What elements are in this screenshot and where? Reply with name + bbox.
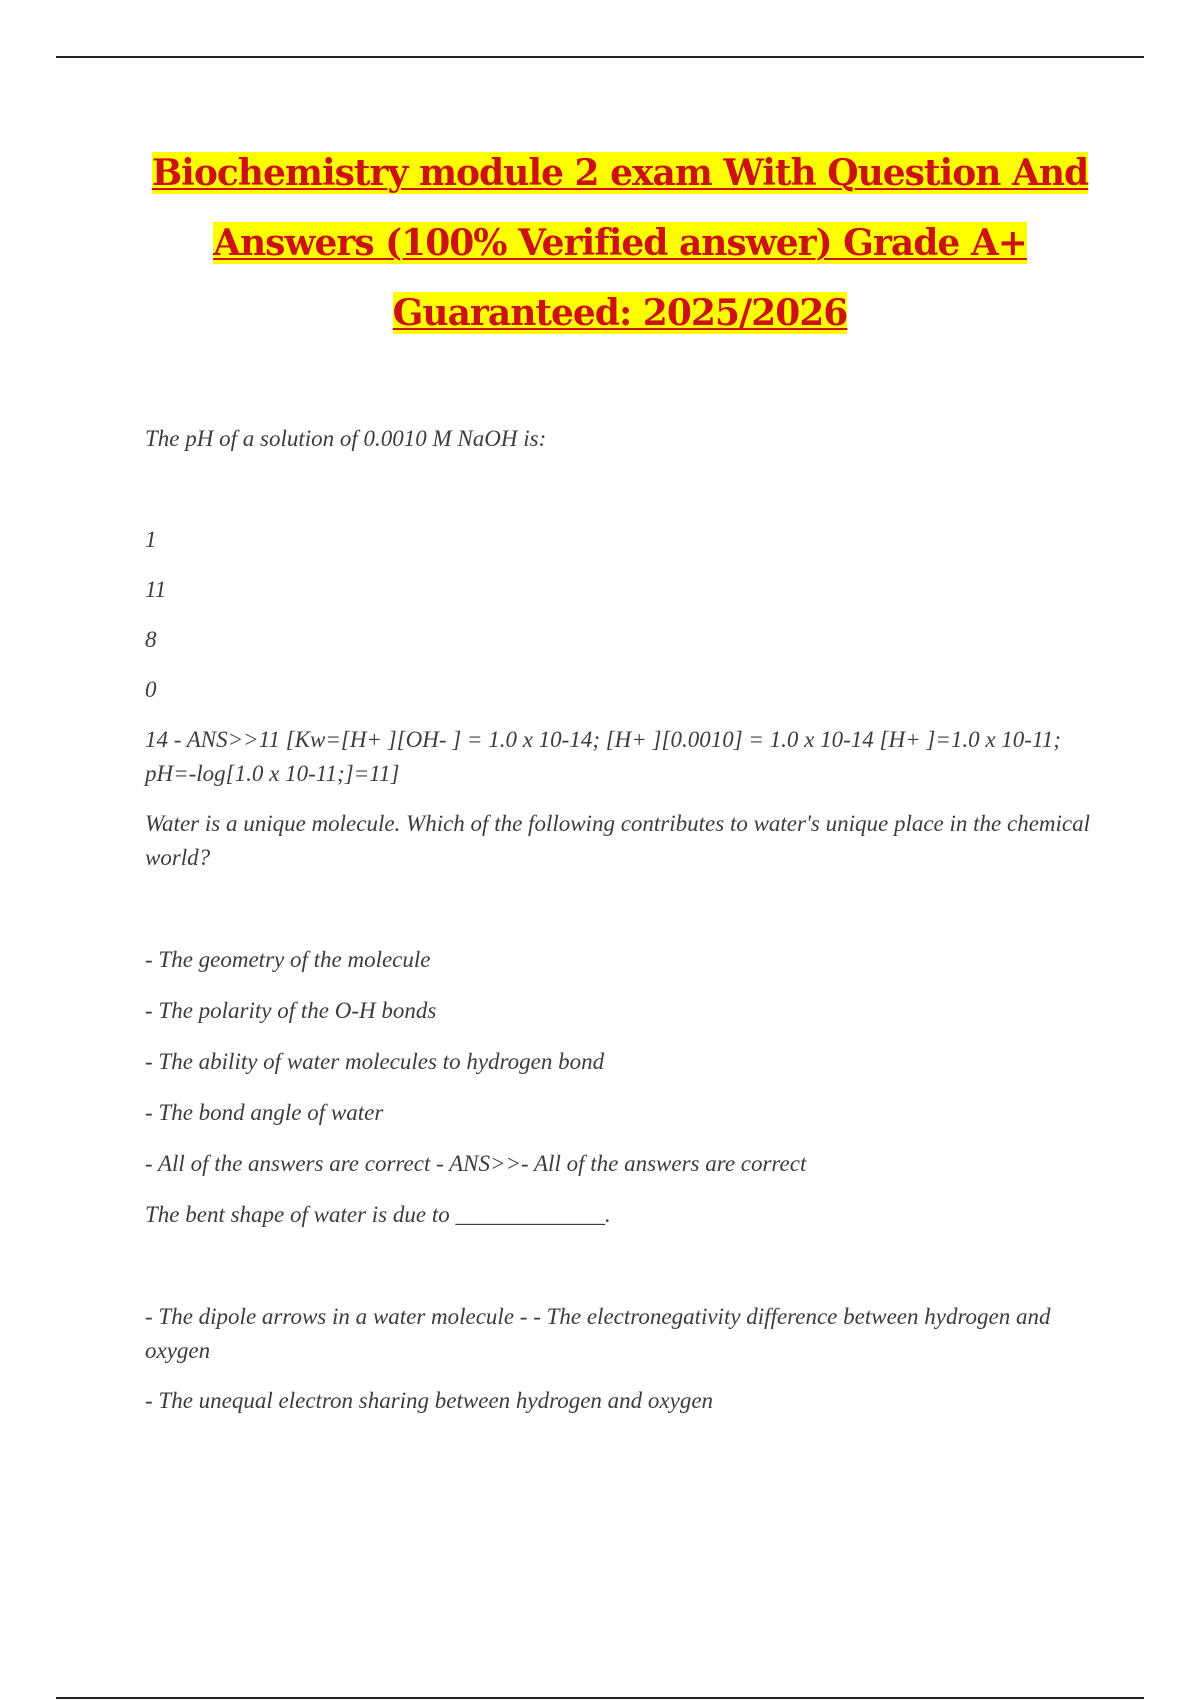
question-1-answer: 14 - ANS>>11 [Kw=[H+ ][OH- ] = 1.0 x 10-14; [H+ ][0.0010] = 1.0 x 10-14 [H+ ]=1.0 x 10-11; pH=-log[1.0 x 10-11;]=11] (145, 727, 1061, 786)
question-2-option: - The ability of water molecules to hydrogen bond (145, 1049, 605, 1074)
question-1-option: 8 (145, 627, 157, 652)
top-rule (56, 56, 1144, 58)
question-1-option: 0 (145, 677, 157, 702)
question-2-option: - The geometry of the molecule (145, 947, 431, 972)
question-3-text: The bent shape of water is due to _____________. (145, 1202, 611, 1227)
question-1-text: The pH of a solution of 0.0010 M NaOH is: (145, 426, 547, 451)
question-2-text: Water is a unique molecule. Which of the following contributes to water's unique place in the chemical world? (145, 811, 1090, 870)
title-line-3: Guaranteed: 2025/2026 (392, 292, 848, 334)
question-2-option: - The bond angle of water (145, 1100, 384, 1125)
document-title (140, 138, 1100, 348)
title-line-1: Biochemistry module 2 exam With Question And (151, 152, 1089, 194)
question-2-answer: - All of the answers are correct - ANS>>- All of the answers are correct (145, 1151, 807, 1176)
question-1-option: 11 (145, 577, 167, 602)
question-1-option: 1 (145, 527, 157, 552)
bottom-rule (56, 1697, 1144, 1699)
question-2-option: - The polarity of the O-H bonds (145, 998, 437, 1023)
question-3-option: - The dipole arrows in a water molecule - - The electronegativity difference between hydrogen and oxygen (145, 1304, 1051, 1363)
document-body (145, 422, 1090, 1418)
question-3-option: - The unequal electron sharing between hydrogen and oxygen (145, 1388, 714, 1413)
title-line-2: Answers (100% Verified answer) Grade A+ (213, 222, 1027, 264)
